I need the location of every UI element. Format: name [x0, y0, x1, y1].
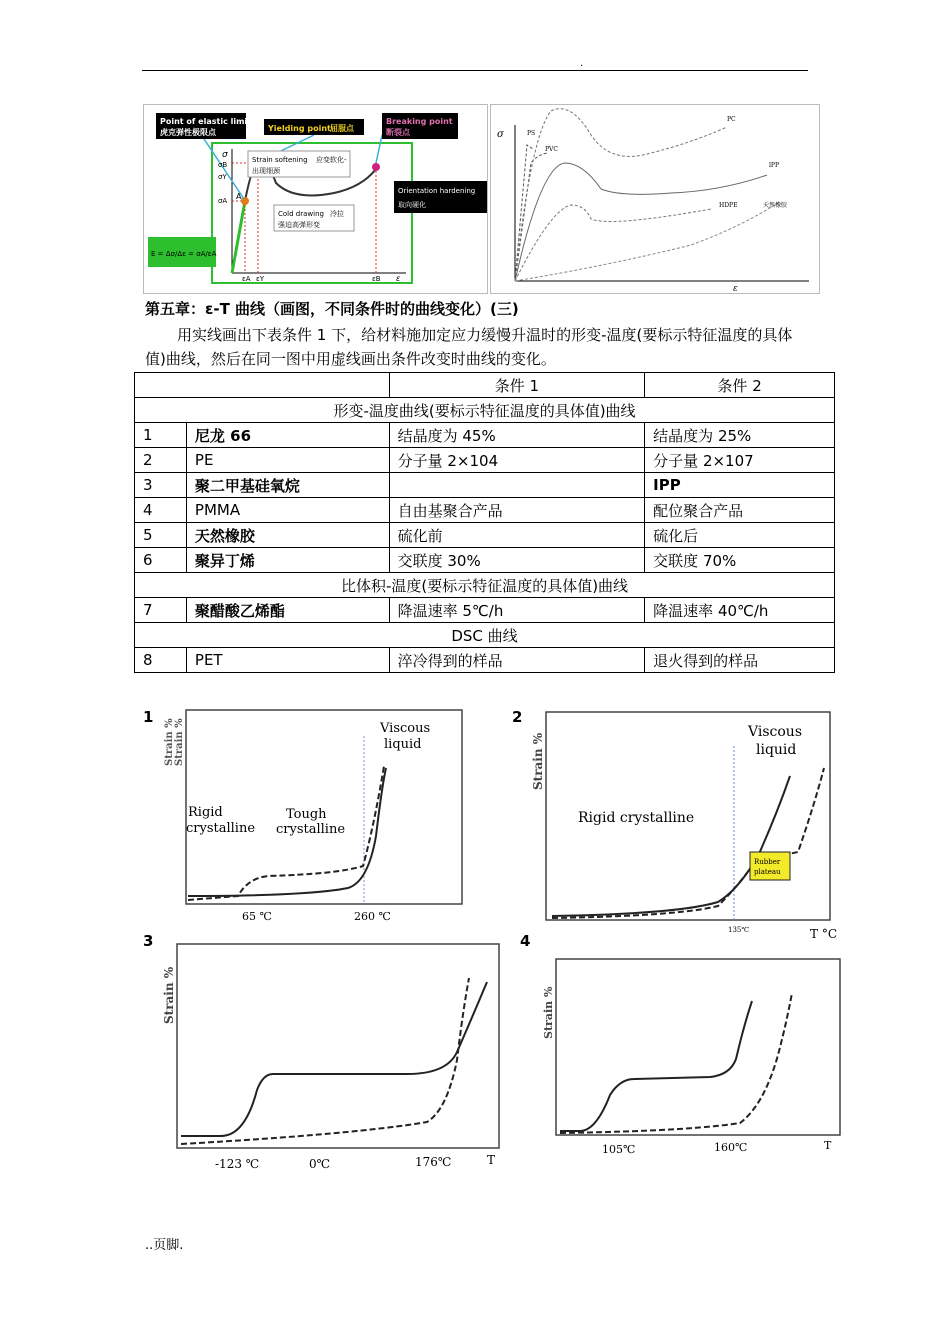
svg-text:σ: σ: [497, 129, 504, 140]
svg-text:天然橡胶: 天然橡胶: [763, 202, 788, 209]
table-row: 8 PET 淬冷得到的样品 退火得到的样品: [135, 648, 835, 673]
table-row: 3 聚二甲基硅氧烷 IPP: [135, 473, 835, 498]
svg-text:Cold drawing: Cold drawing: [278, 210, 324, 218]
stress-strain-diagram: [144, 105, 487, 293]
instruction-paragraph: 用实线画出下表条件 1 下，给材料施加定应力缓慢升温时的形变-温度(要标示特征温度的具体值)曲线，然后在同一图中用虚线画出条件改变时曲线的变化。: [145, 326, 793, 368]
plot-number: 2: [512, 708, 523, 726]
footer: ..页脚.: [145, 1238, 184, 1253]
hdpe-curve: [515, 205, 711, 281]
svg-text:出现细颈: 出现细颈: [252, 167, 280, 175]
svg-text:PC: PC: [727, 116, 736, 123]
svg-text:σA: σA: [218, 197, 228, 205]
table-row: 6 聚异丁烯 交联度 30% 交联度 70%: [135, 548, 835, 573]
table-header-row: [135, 373, 835, 398]
plot-number: 1: [143, 708, 154, 726]
svg-text:σ: σ: [222, 150, 228, 160]
point-b: [372, 163, 380, 171]
svg-text:crystalline: crystalline: [276, 822, 346, 837]
svg-text:PS: PS: [527, 130, 536, 137]
svg-text:65 ℃: 65 ℃: [242, 910, 272, 923]
svg-text:Tough: Tough: [286, 807, 327, 822]
svg-text:断裂点: 断裂点: [386, 128, 410, 137]
svg-text:σB: σB: [218, 161, 228, 169]
svg-text:Orientation hardening: Orientation hardening: [398, 187, 476, 195]
svg-text:Strain %: Strain %: [174, 718, 185, 766]
svg-text:Strain %: Strain %: [164, 718, 175, 766]
svg-text:Rubber: Rubber: [754, 858, 781, 866]
svg-text:Strain %: Strain %: [542, 986, 555, 1039]
plot-2: [528, 706, 850, 942]
section-heading: 形变-温度曲线(要标示特征温度的具体值)曲线: [135, 398, 835, 423]
elastic-line: [232, 201, 245, 273]
svg-text:lPP: lPP: [769, 162, 779, 169]
svg-text:应变软化-: 应变软化-: [316, 156, 347, 164]
table-header-cell: [135, 373, 390, 398]
plot-1-svg: [158, 706, 474, 928]
polymer-curves-diagram: [491, 105, 819, 293]
table-row: 7 聚醋酸乙烯酯 降温速率 5℃/h 降温速率 40℃/h: [135, 598, 835, 623]
svg-text:Viscous: Viscous: [748, 724, 802, 740]
svg-text:plateau: plateau: [754, 868, 781, 876]
plot-1: [158, 706, 474, 928]
table-header-cell: 条件 1: [389, 373, 645, 398]
table-row: 4 PMMA 自由基聚合产品 配位聚合产品: [135, 498, 835, 523]
rubber-curve: [515, 201, 781, 281]
point-a: [241, 197, 249, 205]
svg-text:E = Δσ/Δε = σA/εA: E = Δσ/Δε = σA/εA: [151, 250, 217, 258]
svg-text:T: T: [824, 1139, 832, 1152]
header-rule: [142, 70, 808, 71]
header-dot: .: [580, 58, 584, 69]
svg-text:135℃: 135℃: [728, 926, 750, 934]
chapter-title: 第五章：ε-T 曲线（画图，不同条件时的曲线变化）(三): [145, 300, 519, 318]
plot-3-svg: [157, 940, 521, 1172]
svg-text:Rigid: Rigid: [188, 805, 223, 820]
svg-text:屈服点: 屈服点: [330, 124, 354, 133]
svg-text:Yielding point: Yielding point: [268, 124, 331, 133]
plot-number: 4: [520, 932, 531, 950]
pc-curve: [515, 109, 727, 281]
svg-text:取向硬化: 取向硬化: [398, 201, 426, 209]
svg-text:liquid: liquid: [756, 742, 797, 758]
svg-text:0℃: 0℃: [309, 1157, 331, 1171]
svg-text:εY: εY: [256, 275, 265, 283]
svg-text:Strain %: Strain %: [162, 966, 176, 1024]
svg-text:T °C: T °C: [810, 927, 837, 941]
svg-text:105℃: 105℃: [602, 1143, 636, 1156]
svg-text:Strain softening: Strain softening: [252, 156, 308, 164]
svg-text:liquid: liquid: [384, 737, 422, 752]
svg-text:σY: σY: [218, 173, 227, 181]
plot-4-svg: [530, 955, 848, 1157]
section-heading: 比体积-温度(要标示特征温度的具体值)曲线: [135, 573, 835, 598]
svg-text:Breaking point: Breaking point: [386, 117, 453, 126]
polymer-stress-strain-figure: [490, 104, 820, 294]
plot-2-svg: [528, 706, 850, 942]
svg-text:Strain %: Strain %: [531, 732, 545, 790]
svg-text:虎克弹性极限点: 虎克弹性极限点: [160, 128, 216, 137]
svg-text:ε: ε: [396, 274, 401, 283]
svg-text:crystalline: crystalline: [186, 821, 256, 836]
plot-3: [157, 940, 521, 1172]
svg-text:160℃: 160℃: [714, 1141, 748, 1154]
stress-strain-figure: [143, 104, 488, 294]
plot-number: 3: [143, 932, 154, 950]
svg-text:Point of elastic limit: Point of elastic limit: [160, 117, 251, 126]
svg-text:PVC: PVC: [545, 146, 558, 153]
svg-text:HDPE: HDPE: [719, 202, 738, 209]
table-row: 1 尼龙 66 结晶度为 45% 结晶度为 25%: [135, 423, 835, 448]
svg-text:Viscous: Viscous: [380, 721, 431, 736]
table-header-cell: 条件 2: [645, 373, 835, 398]
section-heading: DSC 曲线: [135, 623, 835, 648]
ipp-curve: [515, 163, 767, 281]
table-row: 5 天然橡胶 硫化前 硫化后: [135, 523, 835, 548]
svg-text:强迫高弹形变: 强迫高弹形变: [278, 221, 320, 229]
svg-text:260 ℃: 260 ℃: [354, 910, 391, 923]
svg-text:Rigid crystalline: Rigid crystalline: [578, 810, 695, 826]
svg-text:A: A: [236, 192, 242, 201]
svg-text:ε: ε: [733, 284, 738, 293]
svg-text:176℃: 176℃: [415, 1155, 452, 1169]
svg-text:εA: εA: [242, 275, 251, 283]
svg-text:-123 ℃: -123 ℃: [215, 1157, 260, 1171]
svg-text:εB: εB: [372, 275, 381, 283]
conditions-table: [134, 372, 835, 673]
plot-4: [530, 955, 848, 1157]
svg-text:T: T: [487, 1153, 496, 1167]
table-row: 2 PE 分子量 2×104 分子量 2×107: [135, 448, 835, 473]
svg-text:冷拉: 冷拉: [330, 210, 344, 218]
